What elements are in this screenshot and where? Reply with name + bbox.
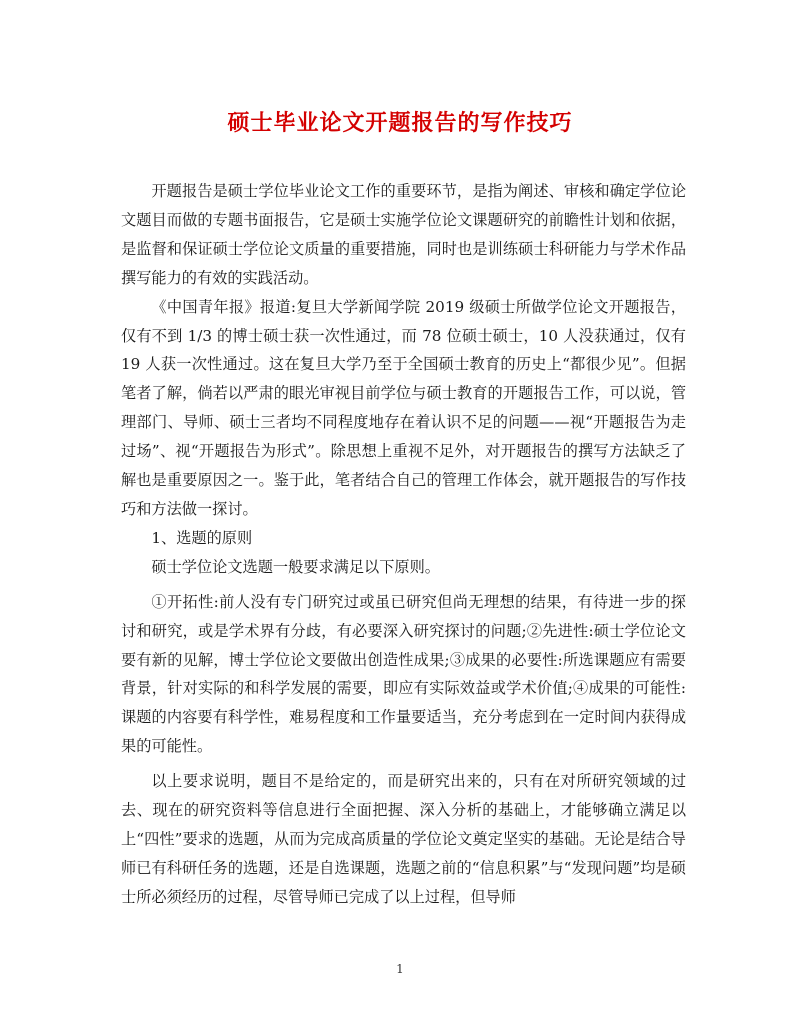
paragraph-four-principles: ①开拓性:前人没有专门研究过或虽已研究但尚无理想的结果，有待进一步的探讨和研究，或是学术界有分歧，有必要深入研究探讨的问题;②先进性:硕士学位论文要有新的见解，博士学位论文要做出创造性成果;③成果的必要性:所选课题应有需要背景，针对实际的和科学发展的需要，即应有实际效益或学术价值;④成果的可能性:课题的内容要有科学性，难易程度和工作量要适当，充分考虑到在一定时间内获得成果的可能性。 [121,592,686,756]
paragraph-requirements-explained: 以上要求说明，题目不是给定的，而是研究出来的，只有在对所研究领域的过去、现在的研究资料等信息进行全面把握、深入分析的基础上，才能够确立满足以上“四性”要求的选题，从而为完成高质量的学位论文奠定坚实的基础。无论是结合导师已有科研任务的选题，还是自选课题，选题之前的“信息积累”与“发现问题”均是硕士所必须经历的过程，尽管导师已完成了以上过程，但导师 [121,772,686,906]
paragraph-principles-lead: 硕士学位论文选题一般要求满足以下原则。 [151,557,440,576]
page-number: 1 [396,962,404,976]
document-body [121,177,686,912]
section-heading-topic-principles: 1、选题的原则 [151,528,253,547]
paragraph-news-report: 《中国青年报》报道:复旦大学新闻学院 2019 级硕士所做学位论文开题报告，仅有不到 1/3 的博士硕士获一次性通过，而 78 位硕士硕士，10 人没获通过，仅有 19 人获一次性通过。这在复旦大学乃至于全国硕士教育的历史上“都很少见”。但据笔者了解，倘若以严肃的眼光审视目前学位与硕士教育的开题报告工作，可以说，管理部门、导师、硕士三者均不同程度地存在着认识不足的问题——视“开题报告为走过场”、视“开题报告为形式”。除思想上重视不足外，对开题报告的撰写方法缺乏了解也是重要原因之一。鉴于此，笔者结合自己的管理工作体会，就开题报告的写作技巧和方法做一探讨。 [121,297,686,518]
paragraph-intro: 开题报告是硕士学位毕业论文工作的重要环节，是指为阐述、审核和确定学位论文题目而做的专题书面报告，它是硕士实施学位论文课题研究的前瞻性计划和依据，是监督和保证硕士学位论文质量的重要措施，同时也是训练硕士科研能力与学术作品撰写能力的有效的实践活动。 [121,182,686,287]
document-title: 硕士毕业论文开题报告的写作技巧 [227,110,573,136]
